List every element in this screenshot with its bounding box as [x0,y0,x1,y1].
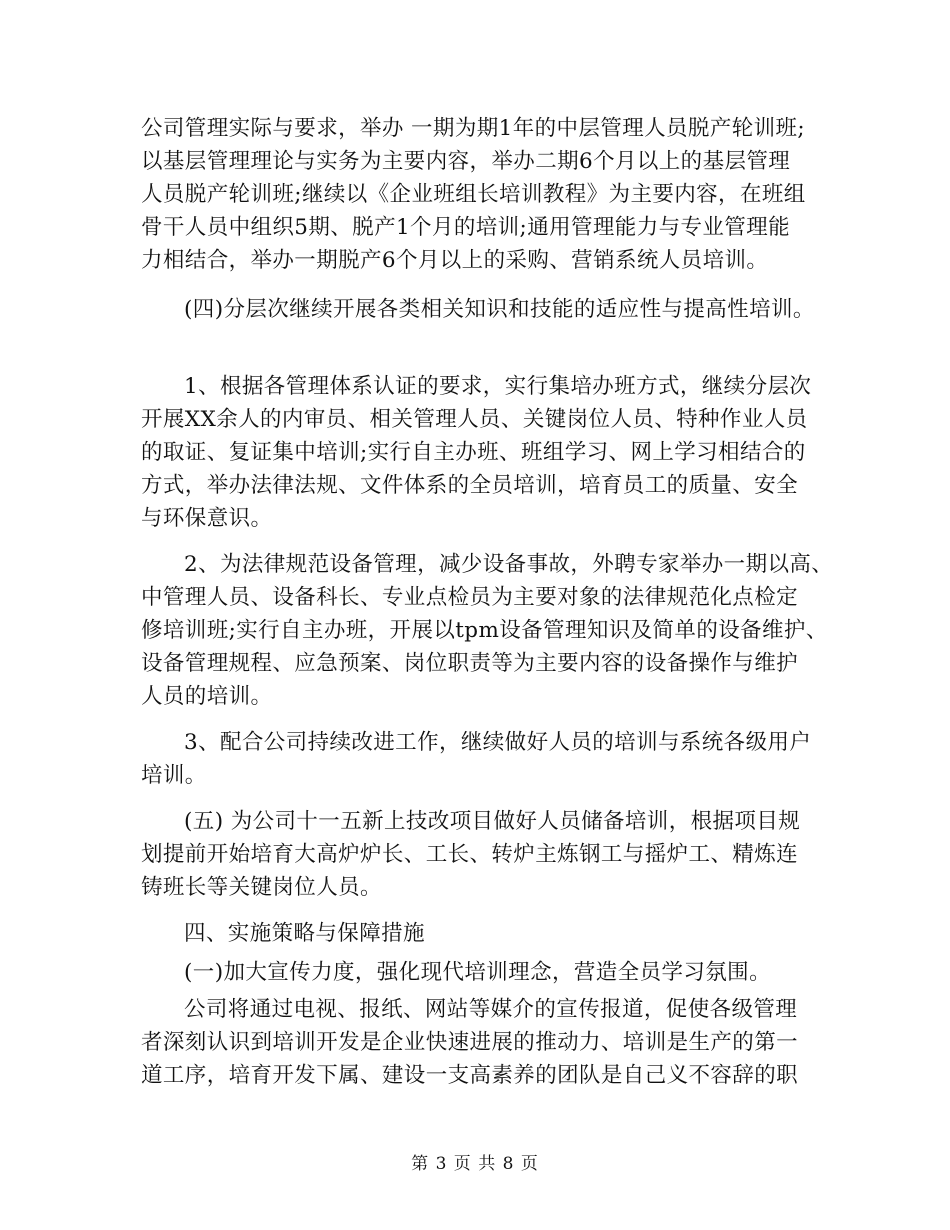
body-line-20: 划提前开始培育大高炉炉长、工长、转炉主炼钢工与摇炉工、精炼连 [141,842,799,867]
chapter-heading-4: 四、实施策略与保障措施 [184,921,425,946]
body-line-16: 人员的培训。 [141,684,273,709]
body-line-10: 方式，举办法律法规、文件体系的全员培训，培育员工的质量、安全 [141,473,799,498]
body-line-9: 的取证、复证集中培训;实行自主办班、班组学习、网上学习相结合的 [141,440,806,465]
body-line-21: 铸班长等关键岗位人员。 [141,875,382,900]
body-line-18: 培训。 [141,763,207,788]
body-line-7: 1、根据各管理体系认证的要求，实行集培办班方式，继续分层次 [184,374,812,399]
body-line-1: 公司管理实际与要求，举办 一期为期1年的中层管理人员脱产轮训班; [141,116,806,141]
body-line-24: 公司将通过电视、报纸、网站等媒介的宣传报道，促使各级管理 [184,997,798,1022]
body-line-12: 2、为法律规范设备管理，减少设备事故，外聘专家举办一期以高、 [184,552,834,577]
section-heading-4: (四)分层次继续开展各类相关知识和技能的适应性与提高性培训。 [184,297,815,322]
body-line-8: 开展XX余人的内审员、相关管理人员、关键岗位人员、特种作业人员 [141,407,808,432]
subsection-heading-1: (一)加大宣传力度，强化现代培训理念，营造全员学习氛围。 [184,960,771,985]
body-line-26: 道工序，培育开发下属、建设一支高素养的团队是自己义不容辞的职 [141,1063,799,1088]
body-line-15: 设备管理规程、应急预案、岗位职责等为主要内容的设备操作与维护 [141,651,799,676]
body-line-17: 3、配合公司持续改进工作，继续做好人员的培训与系统各级用户 [184,730,812,755]
body-line-3: 人员脱产轮训班;继续以《企业班组长培训教程》为主要内容，在班组 [141,182,806,207]
body-line-4: 骨干人员中组织5期、脱产1个月的培训;通用管理能力与专业管理能 [141,215,791,240]
body-line-14: 修培训班;实行自主办班，开展以tpm设备管理知识及简单的设备维护、 [141,618,828,643]
section-heading-5: (五) 为公司十一五新上技改项目做好人员储备培训，根据项目规 [184,809,801,834]
body-line-5: 力相结合，举办一期脱产6个月以上的采购、营销系统人员培训。 [141,248,769,273]
body-line-25: 者深刻认识到培训开发是企业快速进展的推动力、培训是生产的第一 [141,1030,799,1055]
page-number-footer: 第 3 页 共 8 页 [411,1154,539,1174]
body-line-13: 中管理人员、设备科长、专业点检员为主要对象的法律规范化点检定 [141,585,799,610]
body-line-11: 与环保意识。 [141,506,273,531]
body-line-2: 以基层管理理论与实务为主要内容，举办二期6个月以上的基层管理 [141,149,791,174]
